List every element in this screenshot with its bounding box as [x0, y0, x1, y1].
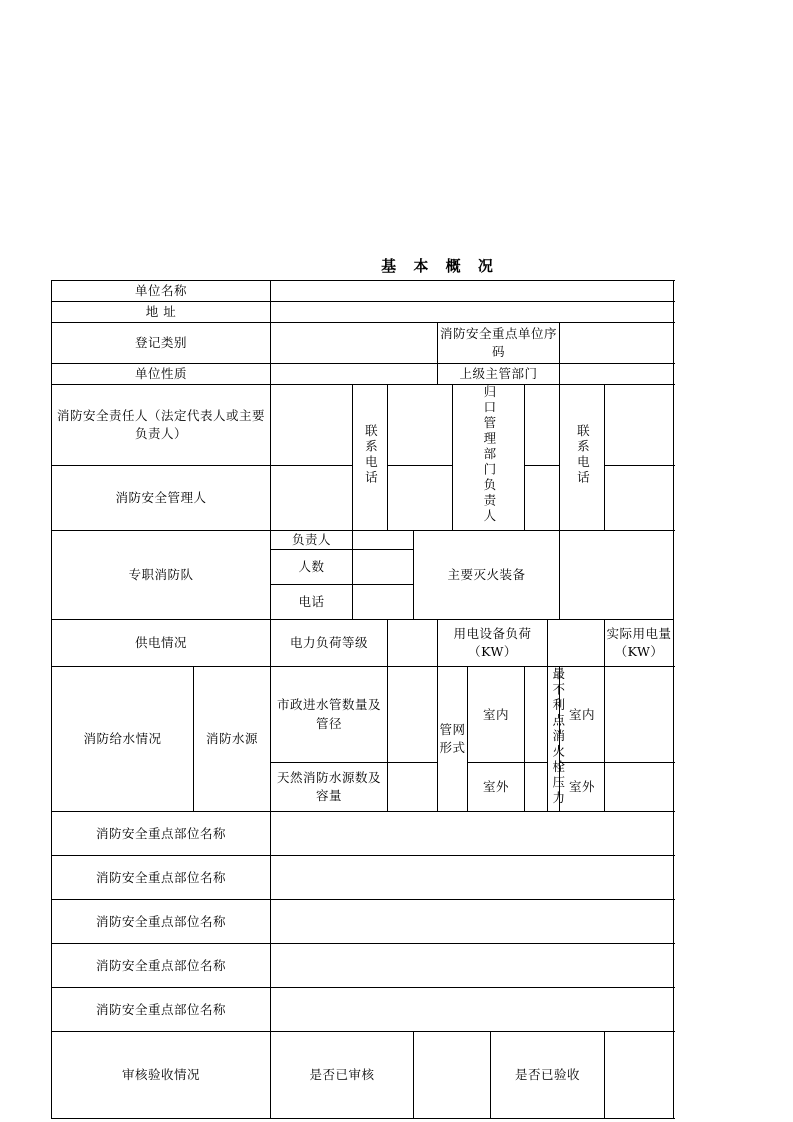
key-part-value-2[interactable]	[271, 856, 674, 900]
brigade-phone-label: 电话	[271, 584, 353, 619]
unit-name-label: 单位名称	[52, 281, 271, 302]
hydrant-outdoor-label: 室外	[560, 763, 605, 812]
table-row-unit-nature	[52, 364, 674, 385]
network-outdoor-label: 室外	[468, 763, 525, 812]
dept-head-value-b[interactable]	[525, 466, 560, 530]
municipal-pipe-label: 市政进水管数量及管径	[271, 666, 388, 763]
brigade-count-label: 人数	[271, 549, 353, 584]
address-value[interactable]	[271, 302, 674, 323]
natural-source-value[interactable]	[388, 763, 438, 812]
table-row-address	[52, 302, 674, 323]
superior-dept-value[interactable]	[560, 364, 674, 385]
contact-phone-value-1a[interactable]	[388, 385, 453, 466]
key-part-value-4[interactable]	[271, 944, 674, 988]
hydrant-indoor-value[interactable]	[605, 666, 674, 763]
equipment-load-value[interactable]	[548, 619, 605, 666]
fire-brigade-label: 专职消防队	[52, 530, 271, 619]
review-acceptance-label: 审核验收情况	[52, 1032, 271, 1119]
register-type-value[interactable]	[271, 323, 438, 364]
table-row-brigade-leader	[52, 530, 674, 549]
address-label: 地 址	[52, 302, 271, 323]
hydrant-outdoor-value[interactable]	[605, 763, 674, 812]
brigade-phone-value[interactable]	[353, 584, 414, 619]
unit-name-value[interactable]	[271, 281, 674, 302]
safety-responsible-value[interactable]	[271, 385, 353, 466]
dept-head-label: 归口管理部门负责人	[453, 385, 525, 531]
contact-phone-value-2a[interactable]	[605, 385, 674, 466]
contact-phone-label-1: 联系电话	[353, 385, 388, 531]
key-part-label-3: 消防安全重点部位名称	[52, 900, 271, 944]
table-row-review-acceptance	[52, 1032, 674, 1119]
contact-phone-label-2: 联系电话	[560, 385, 605, 531]
unit-nature-label: 单位性质	[52, 364, 271, 385]
brigade-leader-label: 负责人	[271, 530, 353, 549]
table-row-power-supply	[52, 619, 674, 666]
table-row-unit-name	[52, 281, 674, 302]
table-row-safety-responsible	[52, 385, 674, 466]
network-indoor-value[interactable]	[525, 666, 548, 763]
contact-phone-value-1b[interactable]	[388, 466, 453, 530]
table-row-municipal-pipe	[52, 666, 674, 763]
key-part-label-1: 消防安全重点部位名称	[52, 812, 271, 856]
register-type-label: 登记类别	[52, 323, 271, 364]
safety-responsible-label: 消防安全责任人（法定代表人或主要负责人）	[52, 385, 271, 466]
is-accepted-value[interactable]	[605, 1032, 674, 1119]
page-title: 基 本 概 况	[381, 257, 499, 275]
hydrant-indoor-label: 室内	[560, 666, 605, 763]
network-indoor-label: 室内	[468, 666, 525, 763]
key-part-label-5: 消防安全重点部位名称	[52, 988, 271, 1032]
table-row-key-part	[52, 944, 674, 988]
table-row-key-part	[52, 988, 674, 1032]
safety-manager-label: 消防安全管理人	[52, 466, 271, 530]
brigade-leader-value[interactable]	[353, 530, 414, 549]
power-supply-label: 供电情况	[52, 619, 271, 666]
fire-water-supply-label: 消防给水情况	[52, 666, 194, 812]
actual-usage-label: 实际用电量（KW）	[605, 619, 674, 666]
table-row-key-part	[52, 856, 674, 900]
safety-manager-value[interactable]	[271, 466, 353, 530]
key-part-value-5[interactable]	[271, 988, 674, 1032]
fire-water-source-label: 消防水源	[194, 666, 271, 812]
key-part-label-4: 消防安全重点部位名称	[52, 944, 271, 988]
basic-overview-form	[51, 280, 674, 1119]
key-part-label-2: 消防安全重点部位名称	[52, 856, 271, 900]
municipal-pipe-value[interactable]	[388, 666, 438, 763]
power-load-level-value[interactable]	[388, 619, 438, 666]
superior-dept-label: 上级主管部门	[438, 364, 560, 385]
is-reviewed-label: 是否已审核	[271, 1032, 414, 1119]
contact-phone-value-2b[interactable]	[605, 466, 674, 530]
network-type-label: 管网形式	[438, 666, 468, 812]
main-equipment-value[interactable]	[560, 530, 674, 619]
equipment-load-label: 用电设备负荷（KW）	[438, 619, 548, 666]
table-row-key-part	[52, 900, 674, 944]
brigade-count-value[interactable]	[353, 549, 414, 584]
key-unit-code-label: 消防安全重点单位序码	[438, 323, 560, 364]
dept-head-value-a[interactable]	[525, 385, 560, 466]
network-outdoor-value[interactable]	[525, 763, 548, 812]
table-row-register-type	[52, 323, 674, 364]
key-unit-code-value[interactable]	[560, 323, 674, 364]
power-load-level-label: 电力负荷等级	[271, 619, 388, 666]
key-part-value-3[interactable]	[271, 900, 674, 944]
is-accepted-label: 是否已验收	[491, 1032, 605, 1119]
hydrant-pressure-label: 最不利点消火栓压力	[548, 666, 560, 812]
main-equipment-label: 主要灭火装备	[414, 530, 560, 619]
table-row-key-part	[52, 812, 674, 856]
natural-source-label: 天然消防水源数及容量	[271, 763, 388, 812]
unit-nature-value[interactable]	[271, 364, 438, 385]
is-reviewed-value[interactable]	[414, 1032, 491, 1119]
key-part-value-1[interactable]	[271, 812, 674, 856]
